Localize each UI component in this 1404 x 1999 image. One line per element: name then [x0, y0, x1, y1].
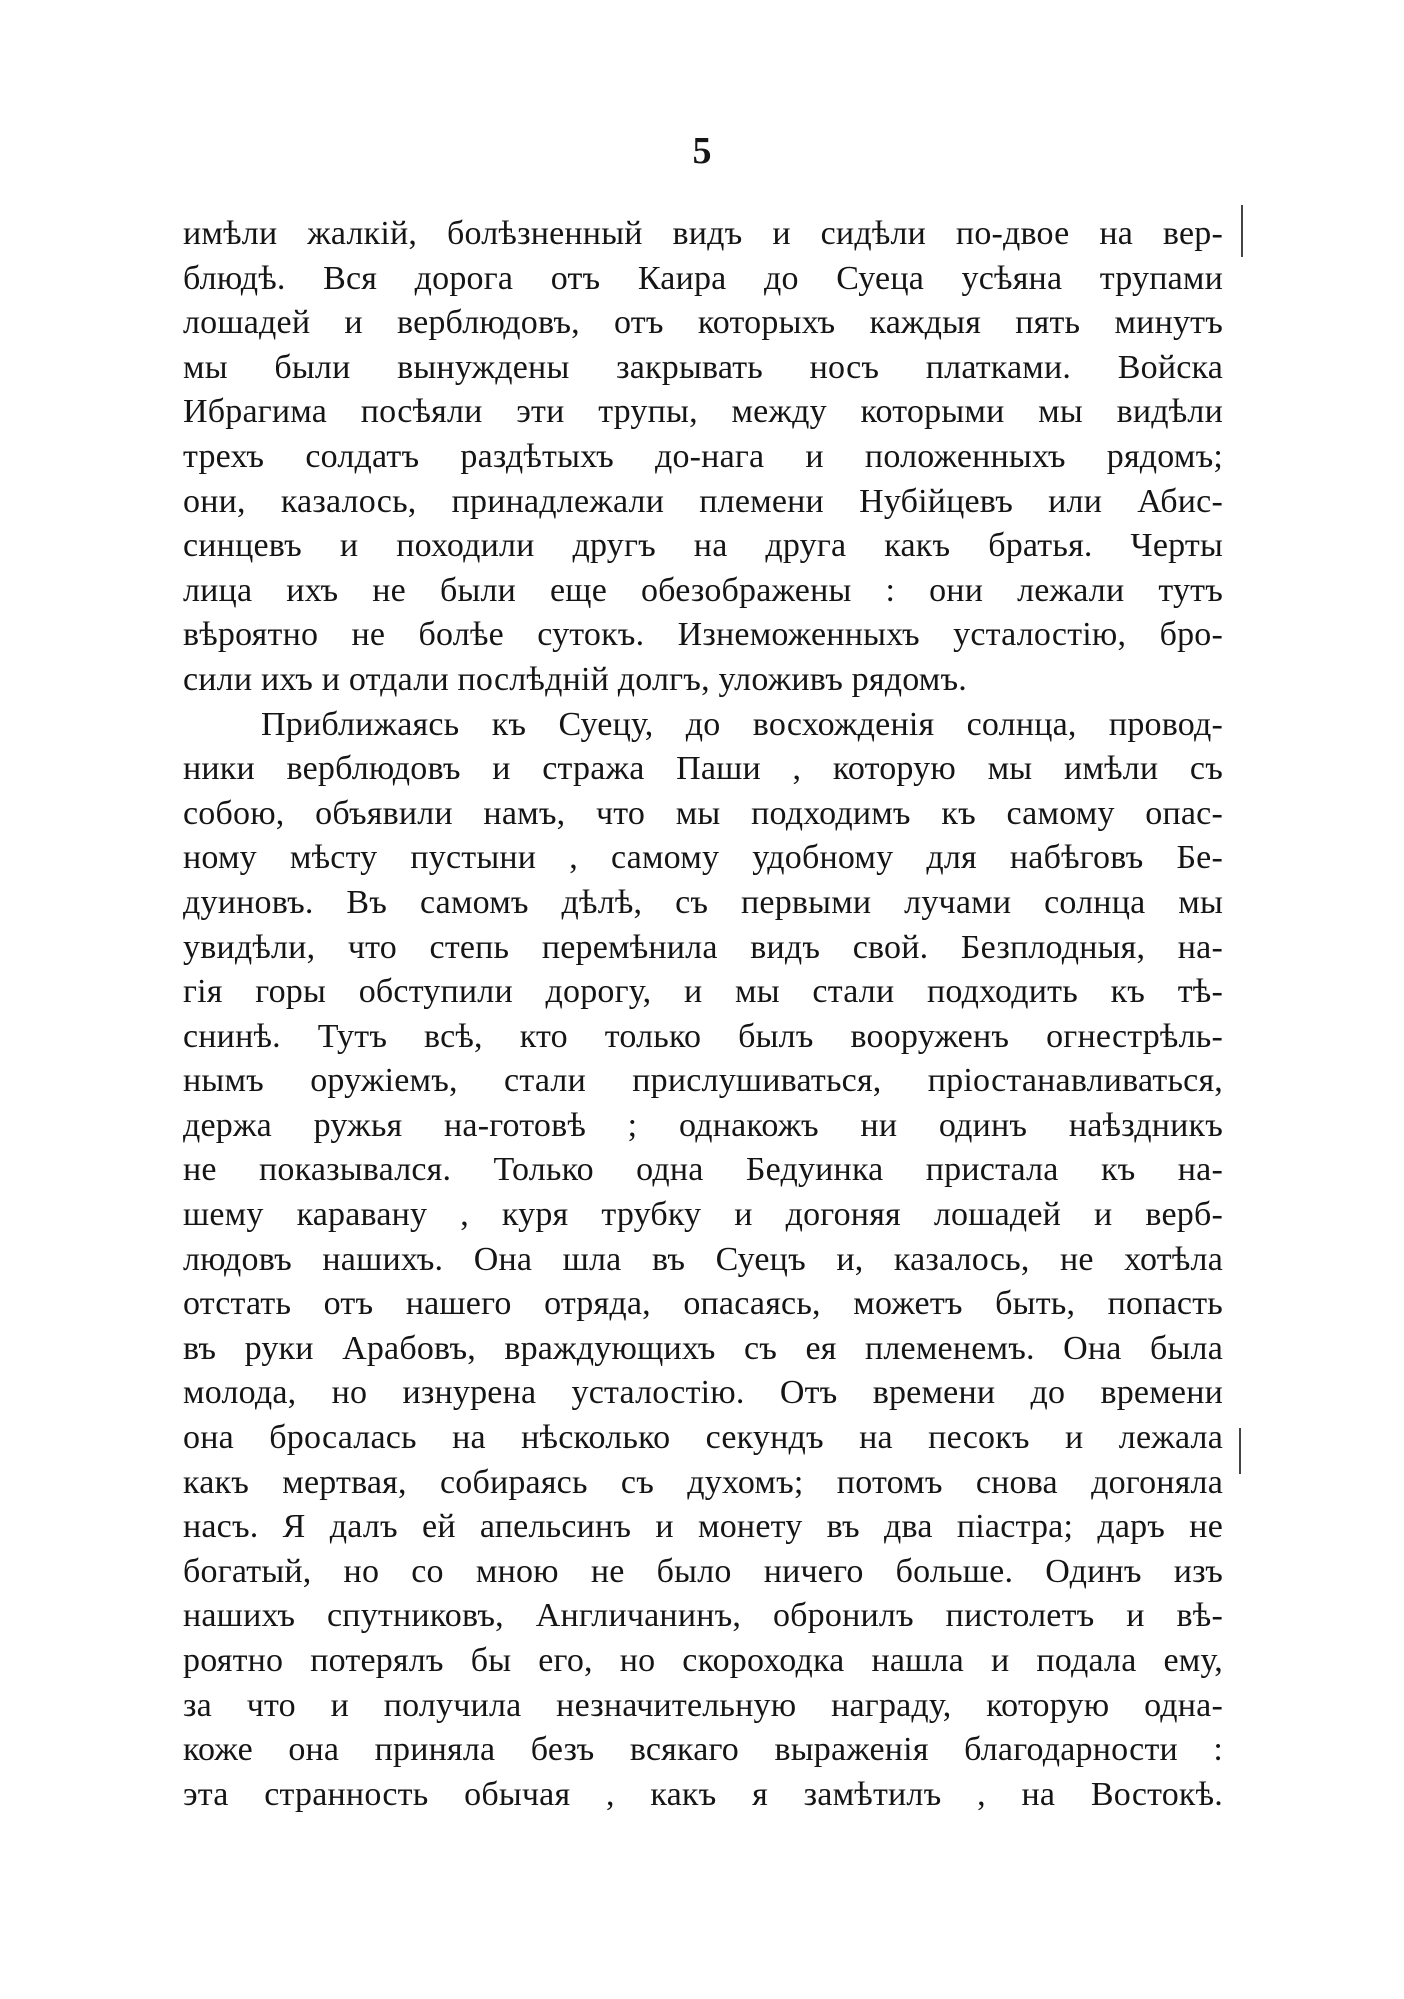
text-line: трехъ солдатъ раздѣтыхъ до-нага и положенныхъ рядомъ;: [183, 437, 1223, 475]
text-line: Ибрагима посѣяли эти трупы, между которыми мы видѣли: [183, 393, 1223, 431]
text-line: роятно потерялъ бы его, но скороходка нашла и подала ему,: [183, 1642, 1223, 1679]
text-line: не показывался. Только одна Бедуинка пристала къ на-: [183, 1151, 1223, 1189]
text-line: ники верблюдовъ и стража Паши , которую мы имѣли съ: [183, 750, 1223, 788]
text-line: нашихъ спутниковъ, Англичанинъ, обронилъ пистолетъ и вѣ-: [183, 1597, 1223, 1635]
text-line: сили ихъ и отдали послѣдній долгъ, уложивъ рядомъ.: [183, 660, 967, 698]
text-line: мы были вынуждены закрывать носъ платками. Войска: [183, 348, 1223, 386]
text-line: Приближаясь къ Суецу, до восхожденія солнца, провод-: [261, 705, 1223, 743]
margin-mark: [1239, 1428, 1241, 1474]
text-line: синцевъ и походили другъ на друга какъ братья. Черты: [183, 527, 1223, 565]
text-line: эта странность обычая , какъ я замѣтилъ , на Востокѣ.: [183, 1775, 1223, 1813]
text-line: увидѣли, что степь перемѣнила видъ свой. Безплодныя, на-: [183, 928, 1223, 966]
text-line: какъ мертвая, собираясь съ духомъ; потомъ снова догоняла: [183, 1463, 1223, 1501]
text-line: она бросалась на нѣсколько секундъ на песокъ и лежала: [183, 1419, 1223, 1457]
margin-mark: [1241, 205, 1243, 257]
text-line: снинѣ. Тутъ всѣ, кто только былъ вооруженъ огнестрѣль-: [183, 1017, 1223, 1055]
text-line: ному мѣсту пустыни , самому удобному для набѣговъ Бе-: [183, 839, 1223, 877]
text-line: держа ружья на-готовѣ ; однакожъ ни одинъ наѣздникъ: [183, 1106, 1223, 1144]
text-line: въ руки Арабовъ, враждующихъ съ ея племенемъ. Она была: [183, 1329, 1223, 1367]
text-line: имѣли жалкій, болѣзненный видъ и сидѣли по-двое на вер-: [183, 215, 1223, 252]
text-line: собою, объявили намъ, что мы подходимъ къ самому опас-: [183, 794, 1223, 832]
text-line: отстать отъ нашего отряда, опасаясь, можетъ быть, попасть: [183, 1285, 1223, 1323]
text-line: лошадей и верблюдовъ, отъ которыхъ каждыя пять минутъ: [183, 304, 1223, 342]
text-line: вѣроятно не болѣе сутокъ. Изнеможенныхъ усталостію, бро-: [183, 616, 1223, 654]
text-line: за что и получила незначительную награду, которую одна-: [183, 1686, 1223, 1724]
text-line: насъ. Я далъ ей апельсинъ и монету въ два піастра; даръ не: [183, 1508, 1223, 1546]
text-line: нымъ оружіемъ, стали прислушиваться, пріостанавливаться,: [183, 1062, 1223, 1100]
text-line: коже она приняла безъ всякаго выраженія благодарности :: [183, 1731, 1223, 1769]
text-line: они, казалось, принадлежали племени Нубійцевъ или Абис-: [183, 482, 1223, 520]
text-line: гія горы обступили дорогу, и мы стали подходить къ тѣ-: [183, 973, 1223, 1011]
page-number: 5: [692, 130, 712, 172]
text-line: лица ихъ не были еще обезображены : они лежали тутъ: [183, 571, 1223, 609]
text-line: людовъ нашихъ. Она шла въ Суецъ и, казалось, не хотѣла: [183, 1240, 1223, 1278]
page-text: [183, 212, 1223, 1817]
text-line: дуиновъ. Въ самомъ дѣлѣ, съ первыми лучами солнца мы: [183, 883, 1223, 921]
text-line: блюдѣ. Вся дорога отъ Каира до Суеца усѣяна трупами: [183, 259, 1223, 297]
text-line: богатый, но со мною не было ничего больше. Одинъ изъ: [183, 1552, 1223, 1590]
text-line: шему каравану , куря трубку и догоняя лошадей и верб-: [183, 1196, 1223, 1234]
text-line: молода, но изнурена усталостію. Отъ времени до времени: [183, 1374, 1223, 1412]
